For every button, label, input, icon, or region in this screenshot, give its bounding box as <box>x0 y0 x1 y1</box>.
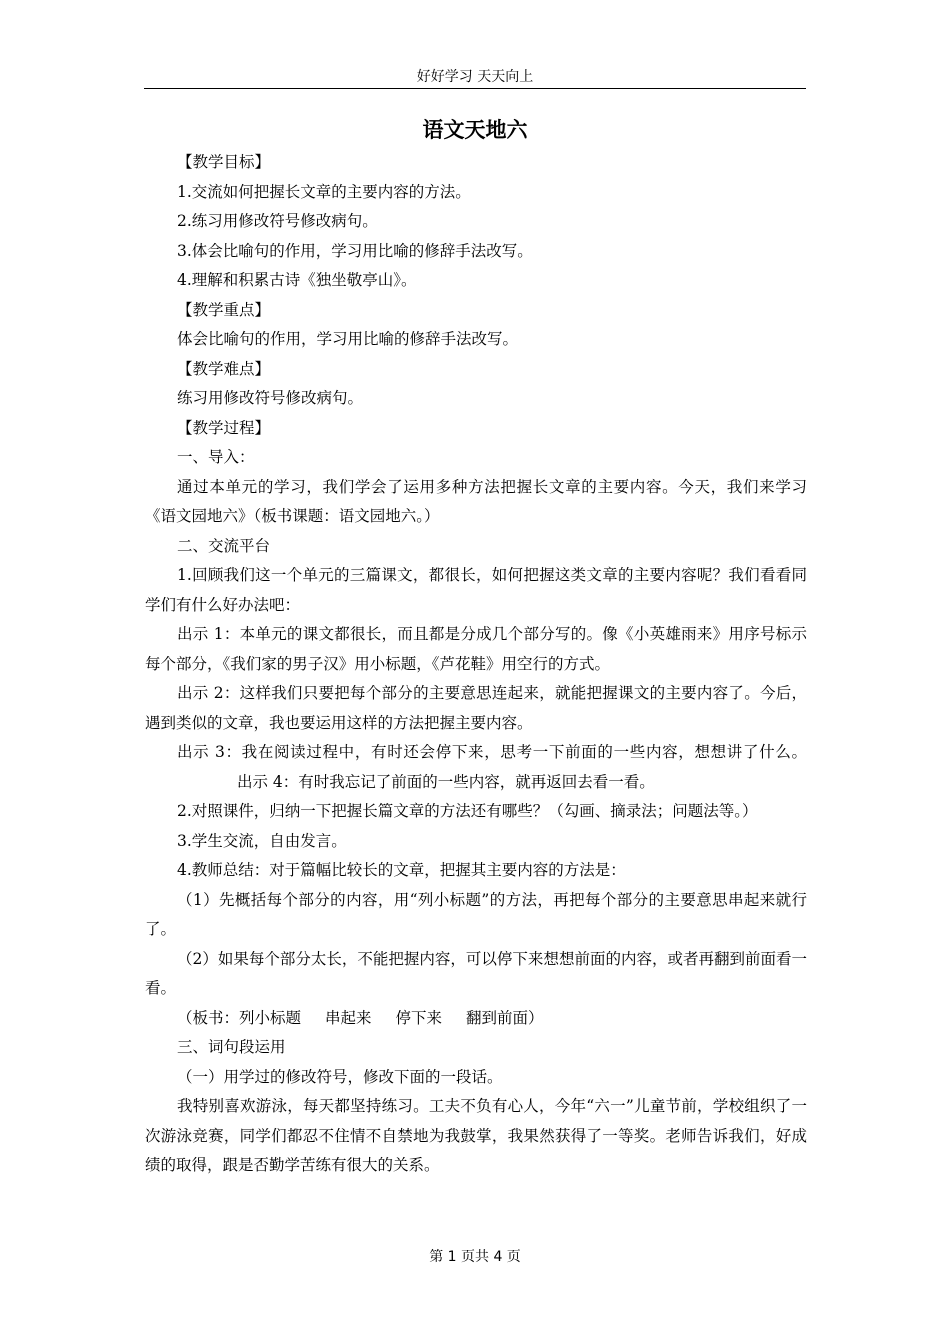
difficulty-heading: 【教学难点】 <box>177 359 271 378</box>
part1-heading: 一、导入： <box>177 448 255 466</box>
show-1: 出示 1：本单元的课文都很长，而且都是分成几个部分写的。像《小英雄雨来》用序号标示每个部分，《我们家的男子汉》用小标题，《芦花鞋》用空行的方式。 <box>145 625 807 673</box>
board-item: 串起来 <box>325 1008 372 1027</box>
goal-item: 3.体会比喻句的作用，学习用比喻的修辞手法改写。 <box>177 241 533 260</box>
process-heading: 【教学过程】 <box>177 418 271 437</box>
show-3-4 <box>145 738 807 797</box>
board-item: （板书：列小标题 <box>177 1008 302 1027</box>
goal-item: 4.理解和积累古诗《独坐敬亭山》。 <box>177 271 417 289</box>
header-divider <box>144 88 806 89</box>
document-body <box>145 148 807 1181</box>
document-title: 语文天地六 <box>422 118 528 142</box>
goals-heading: 【教学目标】 <box>177 153 271 171</box>
board-item: 停下来 <box>395 1008 443 1027</box>
goal-item: 2.练习用修改符号修改病句。 <box>177 212 378 230</box>
part2-paragraph: 2.对照课件，归纳一下把握长篇文章的方法还有哪些？（勾画、摘录法；问题法等。） <box>177 802 758 820</box>
goal-item: 1.交流如何把握长文章的主要内容的方法。 <box>177 182 471 201</box>
part3-heading: 三、词句段运用 <box>177 1038 286 1056</box>
part1-text: 通过本单元的学习，我们学会了运用多种方法把握长文章的主要内容。今天，我们来学习《语文园地六》（板书课题：语文园地六。） <box>145 477 807 525</box>
show-4: 出示 4：有时我忘记了前面的一些内容，就再返回去看一看。 <box>237 772 655 791</box>
page-header: 好好学习 天天向上 <box>416 69 534 85</box>
summary-point-2: （2）如果每个部分太长，不能把握内容，可以停下来想想前面的内容，或者再翻到前面看一看。 <box>145 949 807 997</box>
board-notes <box>145 1004 807 1034</box>
part3-instruction: （一）用学过的修改符号，修改下面的一段话。 <box>177 1067 503 1086</box>
part2-paragraph: 3.学生交流，自由发言。 <box>177 831 347 850</box>
part2-heading: 二、交流平台 <box>177 536 271 555</box>
show-2: 出示 2：这样我们只要把每个部分的主要意思连起来，就能把握课文的主要内容了。今后，遇到类似的文章，我也要运用这样的方法把握主要内容。 <box>145 684 807 732</box>
board-item: 翻到前面） <box>466 1008 544 1027</box>
part2-paragraph: 4.教师总结：对于篇幅比较长的文章，把握其主要内容的方法是： <box>177 861 626 879</box>
page-footer: 第 1 页共 4 页 <box>429 1249 521 1265</box>
part2-paragraph: 1.回顾我们这一个单元的三篇课文，都很长，如何把握这类文章的主要内容呢？我们看看同学们有什么好办法吧： <box>145 566 807 614</box>
part3-passage: 我特别喜欢游泳，每天都坚持练习。工夫不负有心人，今年“六一”儿童节前，学校组织了一次游泳竞赛，同学们都忍不住情不自禁地为我鼓掌，我果然获得了一等奖。老师告诉我们，好成绩的取得，跟是否勤学苦练有很大的关系。 <box>145 1097 807 1174</box>
key-points-text: 体会比喻句的作用，学习用比喻的修辞手法改写。 <box>177 330 519 348</box>
key-points-heading: 【教学重点】 <box>177 300 271 319</box>
summary-point-1: （1）先概括每个部分的内容，用“列小标题”的方法，再把每个部分的主要意思串起来就行了。 <box>145 890 807 938</box>
show-3: 出示 3：我在阅读过程中，有时还会停下来，思考一下前面的一些内容，想想讲了什么。 <box>177 743 807 761</box>
difficulty-text: 练习用修改符号修改病句。 <box>177 389 364 407</box>
